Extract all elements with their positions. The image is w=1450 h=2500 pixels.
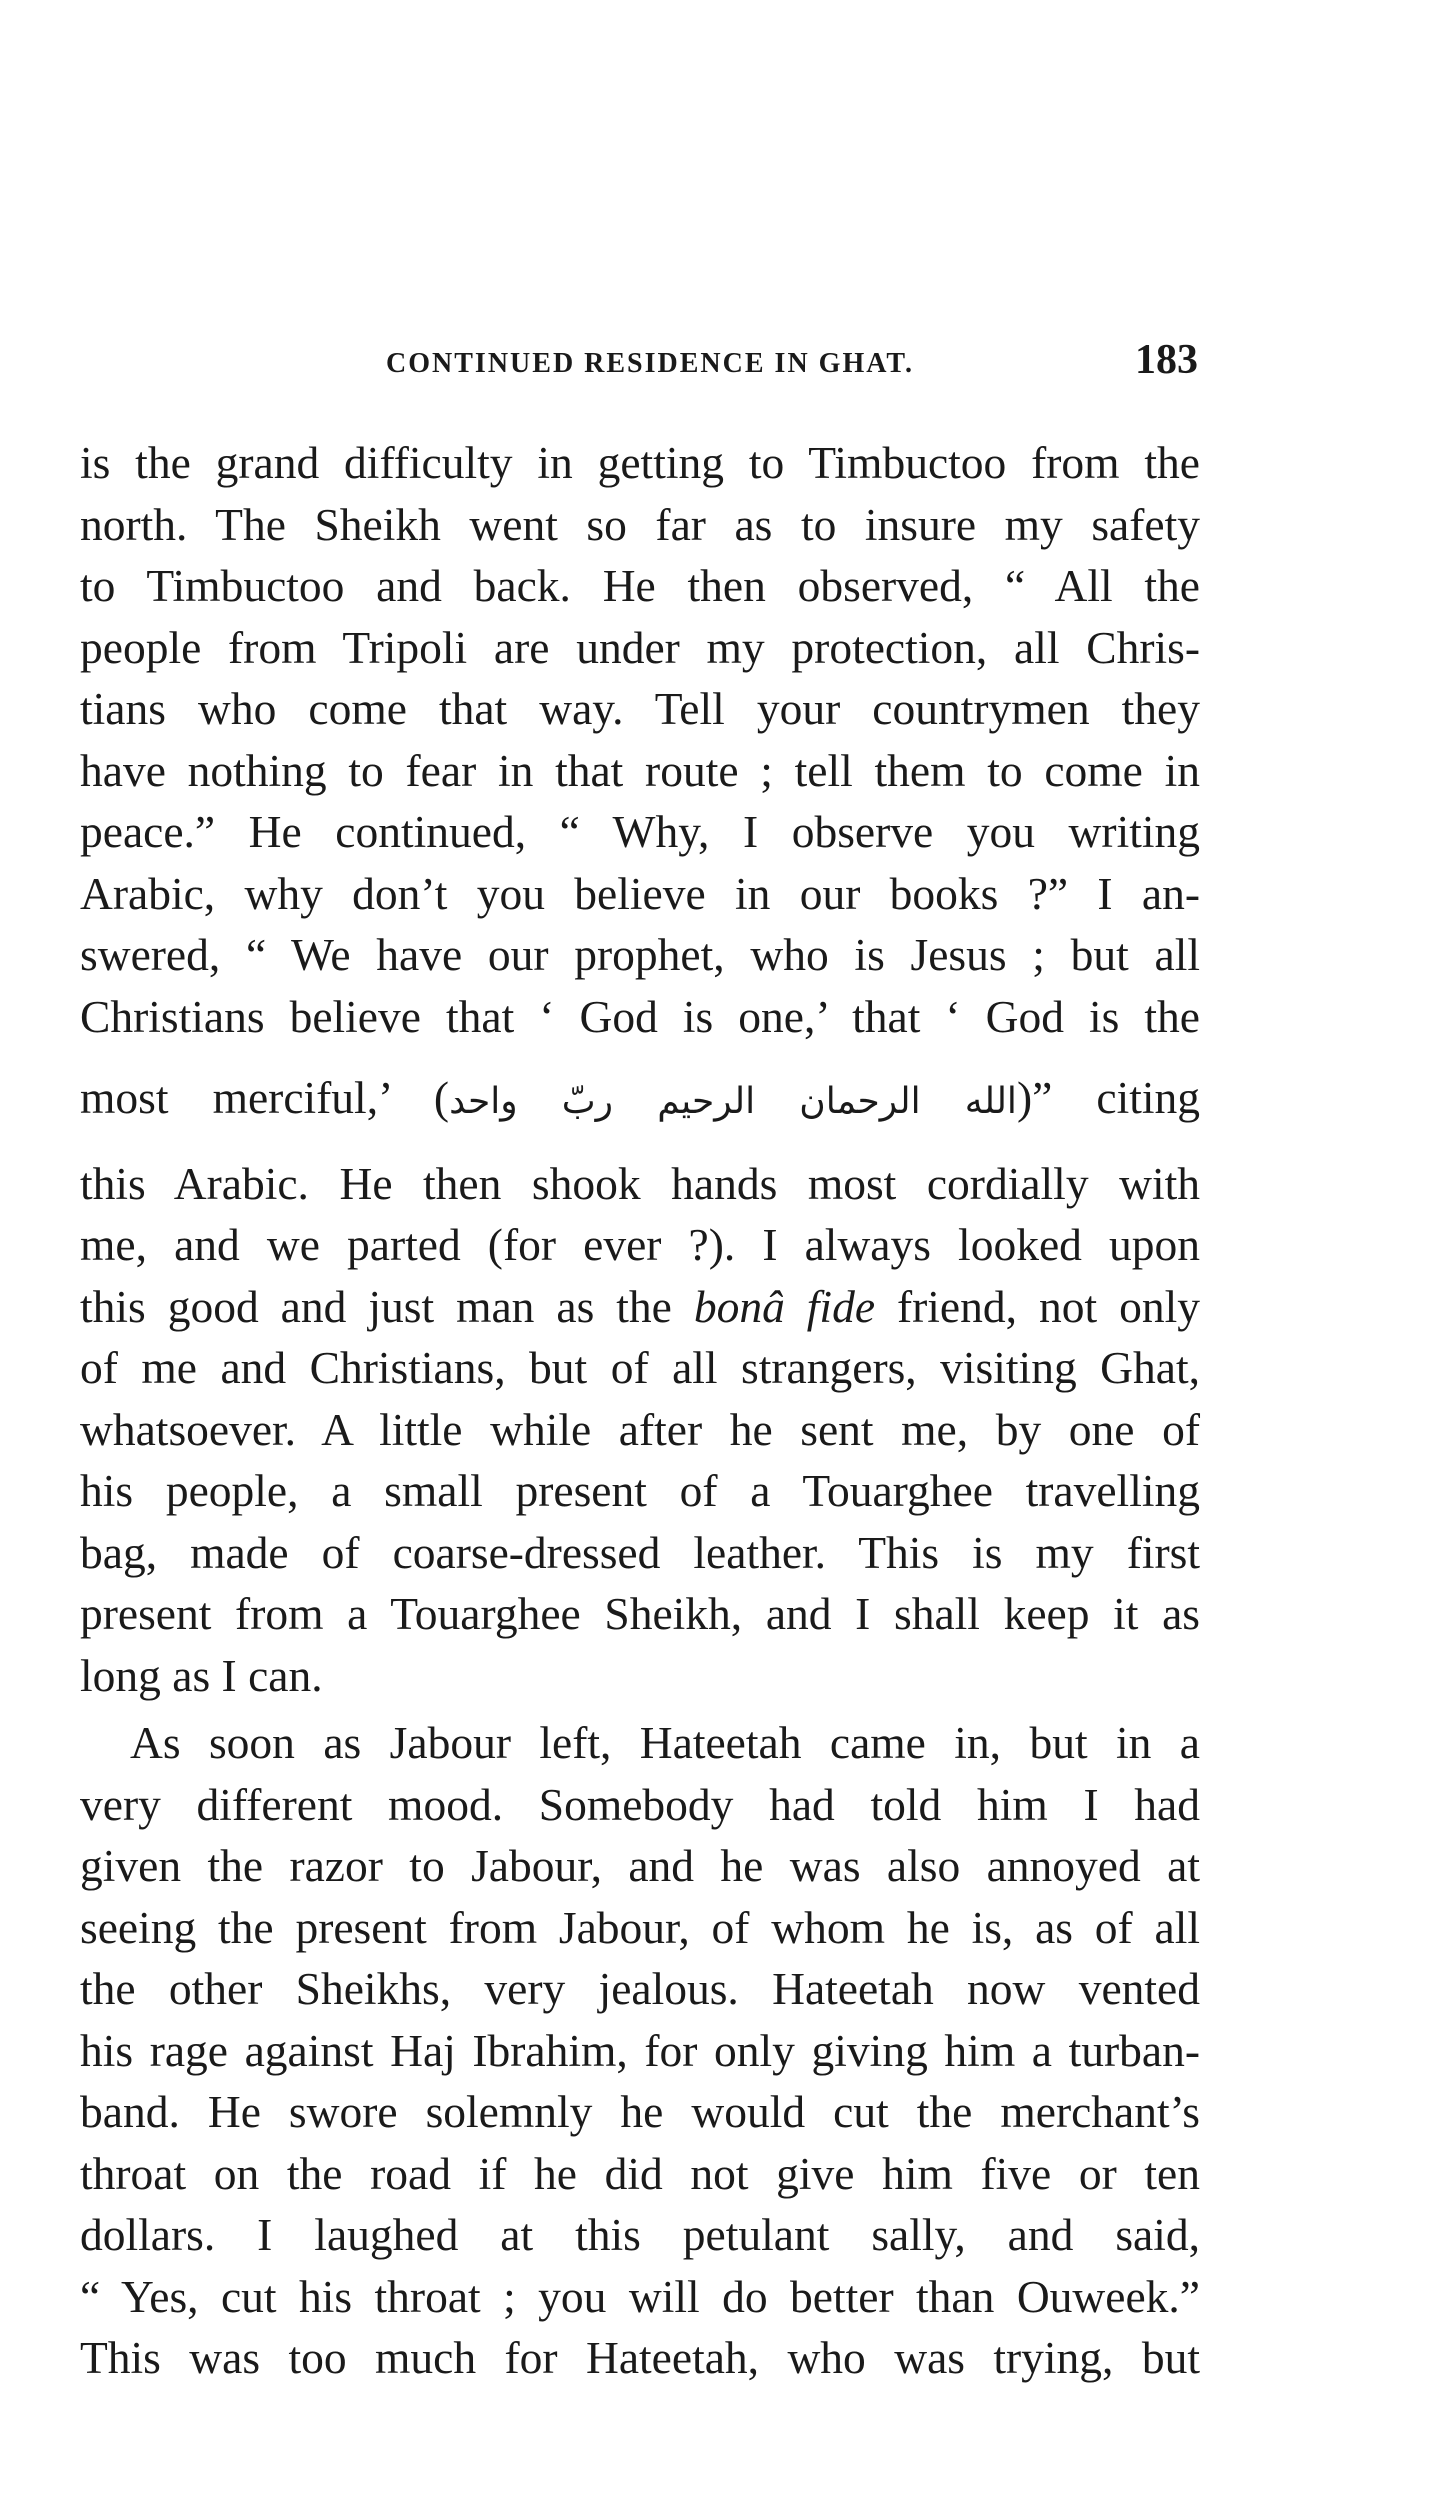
text-line: tians who come that way. Tell your countrymen they [80,683,1200,734]
text-line: north. The Sheikh went so far as to insure my safety [80,498,1200,550]
text-block [80,432,1200,2389]
text-line: present from a Touarghee Sheikh, and I shall keep it as [80,1588,1200,1639]
page-number: 183 [1135,337,1198,383]
text-line: this Arabic. He then shook hands most cordially with [80,1157,1200,1209]
text-line: This was too much for Hateetah, who was trying, but [80,2332,1200,2383]
text-line: whatsoever. A little while after he sent me, by one of [80,1403,1200,1455]
running-title: CONTINUED RESIDENCE IN GHAT. [386,348,914,379]
arabic-line-prefix: most merciful,’ ( [80,1072,450,1123]
text-line: is the grand difficulty in getting to Timbuctoo from the [80,437,1200,488]
text-line: to Timbuctoo and back. He then observed, “ All the [80,560,1200,611]
text-line: band. He swore solemnly he would cut the merchant’s [80,2086,1200,2137]
text-line: bag, made of coarse-dressed leather. This is my first [80,1526,1200,1578]
text-line: swered, “ We have our prophet, who is Jesus ; but all [80,929,1200,980]
bona-fide-suffix: friend, not only [875,1280,1200,1332]
text-line: have nothing to fear in that route ; tell them to come in [80,744,1200,796]
text-line: people from Tripoli are under my protection, all Chris- [80,621,1200,673]
text-line: peace.” He continued, “ Why, I observe you writing [80,806,1200,857]
arabic-quote-line [80,1067,1200,1133]
paragraph-2 [80,1712,1200,2389]
paragraph-1 [80,432,1200,1706]
text-line: “ Yes, cut his throat ; you will do better than Ouweek.” [80,2270,1200,2322]
arabic-line-suffix: )” citing [1016,1072,1200,1123]
text-line: of me and Christians, but of all strangers, visiting Ghat, [80,1342,1200,1393]
text-line: his people, a small present of a Touarghee travelling [80,1465,1200,1516]
text-line: throat on the road if he did not give him five or ten [80,2147,1200,2199]
text-line: his rage against Haj Ibrahim, for only giving him a turban- [80,2024,1200,2076]
text-line: given the razor to Jabour, and he was also annoyed at [80,1840,1200,1891]
text-line: As soon as Jabour left, Hateetah came in, but in a [130,1717,1200,1768]
text-line: me, and we parted (for ever ?). I always looked upon [80,1219,1200,1270]
text-line: the other Sheikhs, very jealous. Hateetah now vented [80,1963,1200,2014]
text-line: Arabic, why don’t you believe in our books ?” I an- [80,867,1200,919]
text-line: very different mood. Somebody had told him I had [80,1778,1200,1830]
bona-fide-italic: bonâ fide [693,1280,876,1332]
running-head [80,337,1220,400]
text-line: dollars. I laughed at this petulant sally, and said, [80,2209,1200,2260]
text-line: seeing the present from Jabour, of whom he is, as of all [80,1901,1200,1953]
text-line: Christians believe that ‘ God is one,’ that ‘ God is the [80,990,1200,1042]
arabic-phrase: الله الرحمان الرحيم ربّ واحد [449,1081,1017,1122]
bona-fide-prefix: this good and just man as the [80,1280,694,1332]
text-line: long as I can. [80,1649,323,1701]
bona-fide-line [80,1276,1200,1338]
